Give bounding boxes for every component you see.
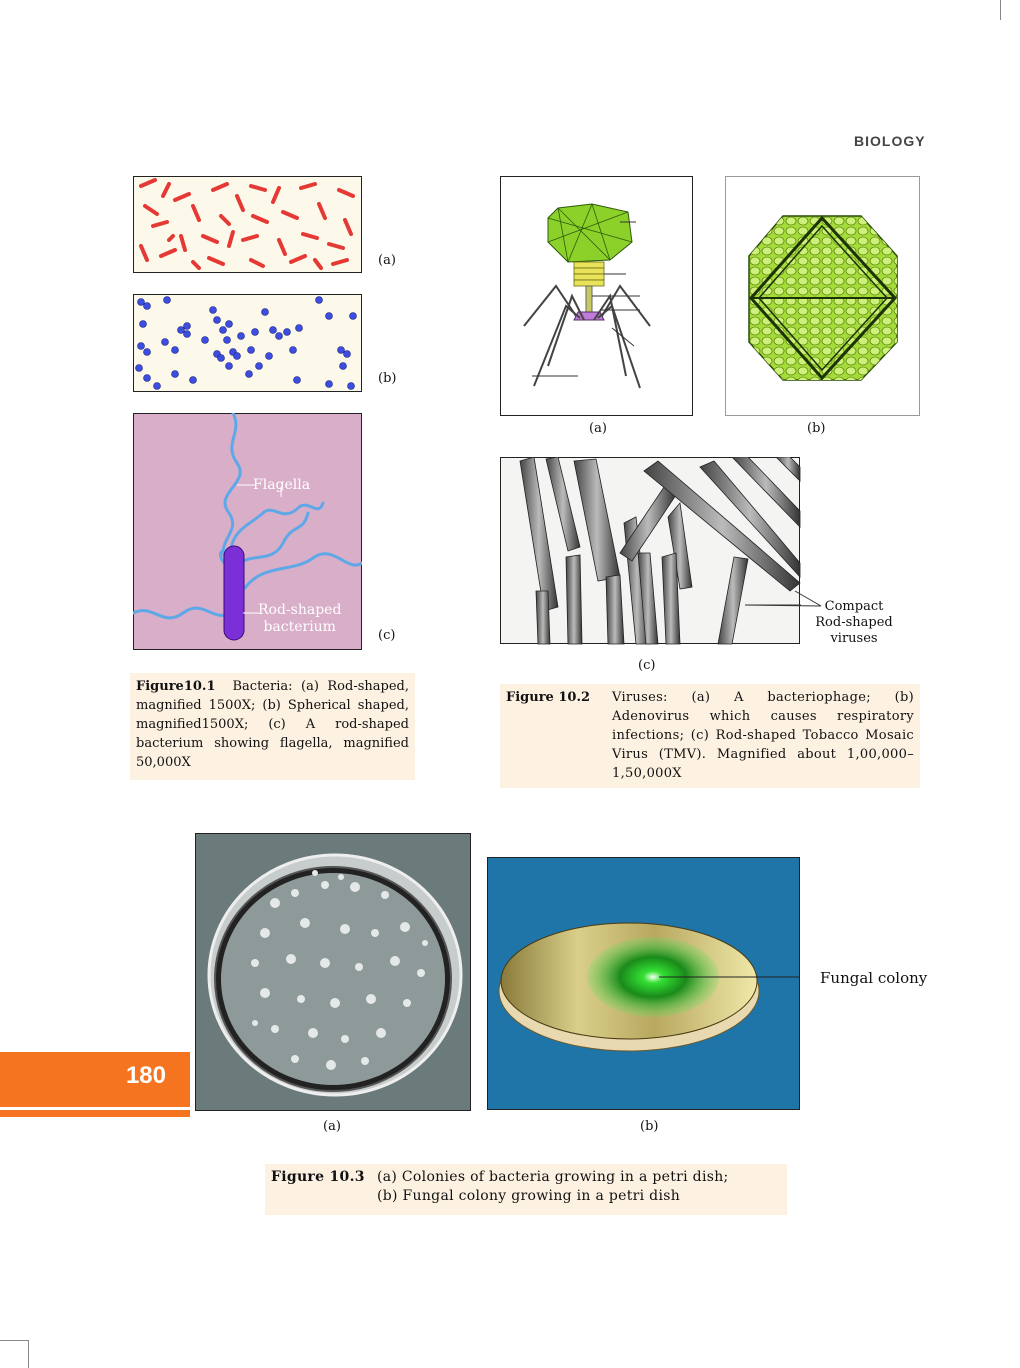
bacteria-petri-dish-illustration — [195, 833, 471, 1111]
fig10-1b-image — [133, 294, 362, 392]
fig10-1-label-b: (b) — [378, 371, 397, 386]
fungal-petri-dish-illustration — [487, 857, 800, 1110]
spherical-bacteria-illustration — [133, 294, 362, 392]
fig10-1-label-a: (a) — [378, 253, 396, 268]
page-number-underline — [0, 1110, 190, 1117]
rod-bacterium-label — [258, 602, 341, 636]
fig10-1-label-c: (c) — [378, 628, 396, 643]
tmv-annotation-line1: Compact — [824, 599, 884, 614]
tmv-annotation — [806, 599, 902, 647]
crop-mark-bottom-left-h — [0, 1340, 28, 1341]
flagella-label: Flagella — [253, 477, 311, 493]
crop-mark-top-right — [1000, 0, 1001, 20]
fig10-3-caption — [265, 1164, 787, 1215]
tmv-annotation-line3: viruses — [830, 631, 878, 646]
fig10-3-caption-body — [377, 1168, 781, 1211]
crop-mark-bottom-left — [28, 1340, 29, 1368]
fig10-2-label-a: (a) — [589, 421, 607, 436]
fig10-2-label-c: (c) — [638, 658, 656, 673]
page-number: 180 — [0, 1052, 190, 1107]
rod-bacteria-illustration — [133, 176, 362, 273]
fig10-1-caption-text: Bacteria: (a) Rod-shaped, magnified 1500X; (b) Spherical shaped, magnified1500X; (c) A rod-shaped bacterium showing flagella, magnified 50,000X — [136, 679, 409, 770]
fungal-colony-label: Fungal colony — [820, 969, 928, 987]
bacteriophage-illustration — [500, 176, 693, 416]
fig10-3-caption-line1: (a) Colonies of bacteria growing in a petri dish; — [377, 1169, 729, 1185]
adenovirus-illustration — [725, 176, 920, 416]
rod-bacterium-label-line2: bacterium — [263, 619, 336, 635]
fig10-2-caption-title: Figure 10.2 — [506, 690, 591, 705]
fig10-2-caption — [500, 684, 920, 788]
fig10-2b-image — [725, 176, 920, 416]
fig10-3-caption-title: Figure 10.3 — [271, 1169, 365, 1185]
fig10-1a-image — [133, 176, 362, 273]
tmv-annotation-line2: Rod-shaped — [815, 615, 893, 630]
fig10-2c-image — [500, 457, 801, 645]
fig10-2a-image — [500, 176, 693, 416]
fig10-3-caption-line2: (b) Fungal colony growing in a petri dish — [377, 1188, 681, 1204]
fig10-3-label-b: (b) — [640, 1119, 659, 1134]
fig10-3a-image — [195, 833, 471, 1111]
fig10-3-label-a: (a) — [323, 1119, 341, 1134]
fig10-2-label-b: (b) — [807, 421, 826, 436]
fig10-1-caption — [130, 673, 415, 780]
running-header: BIOLOGY — [854, 133, 926, 149]
tmv-illustration — [500, 457, 801, 645]
fig10-1-caption-title: Figure10.1 — [136, 679, 216, 694]
rod-bacterium-label-line1: Rod-shaped — [258, 602, 342, 618]
fig10-3b-image — [487, 857, 800, 1110]
fig10-2-caption-text: Viruses: (a) A bacteriophage; (b) Adenovirus which causes respiratory infections; (c) Rod-shaped Tobacco Mosaic Virus (TMV). Magnified about 1,00,000–1,50,000X — [612, 690, 914, 781]
